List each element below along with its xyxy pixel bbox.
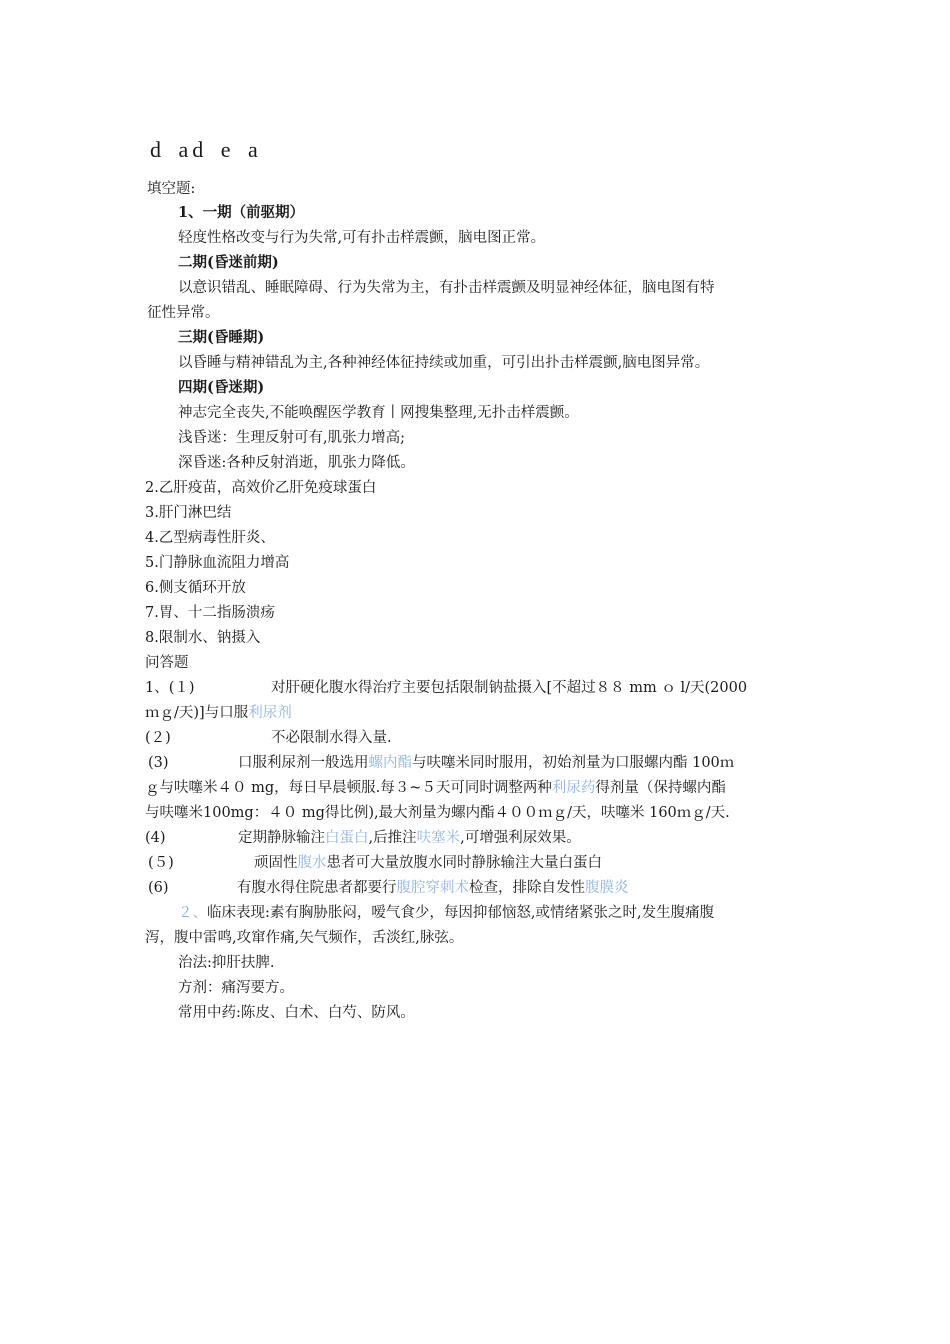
qa-point-2-text: 不必限制水得入量. — [271, 730, 392, 746]
qa-point-6-text: 有腹水得住院患者都要行 — [237, 880, 397, 896]
stage3-text: 以昏睡与精神错乱为主,各种神经体征持续或加重，可引出扑击样震颤,脑电图异常。 — [178, 355, 710, 371]
qa-point-1-number: 1、(１) — [145, 680, 195, 696]
qa-point-5-text-cont: 患者可大量放腹水同时静脉输注大量白蛋白 — [326, 855, 602, 871]
qa-point-3-number: (3) — [148, 755, 169, 771]
stage2-text-line1: 以意识错乱、睡眠障碍、行为失常为主，有扑击样震颤及明显神经体征，脑电图有特 — [178, 280, 715, 296]
stage4-title: 四期(昏迷期) — [178, 379, 265, 396]
qa-point-4-text-end: ,可增强利尿效果。 — [460, 830, 581, 846]
paracentesis-link[interactable]: 腹腔穿刺术 — [396, 880, 469, 896]
fill-item-2: 2.乙肝疫苗，高效价乙肝免疫球蛋白 — [145, 480, 377, 496]
fill-item-8: 8.限制水、钠摄入 — [145, 630, 261, 646]
furosemide-link[interactable]: 呋塞米 — [416, 830, 461, 846]
prescription: 方剂：痛泻要方。 — [178, 980, 294, 996]
qa-question-2-line2: 泻，腹中雷鸣,攻窜作痛,矢气频作，舌淡红,脉弦。 — [145, 930, 464, 946]
spironolactone-link[interactable]: 螺内酯 — [368, 755, 412, 771]
qa-question-2-line1 — [178, 903, 714, 923]
treatment-method: 治法:抑肝扶脾. — [178, 955, 275, 971]
qa-point-6-number: (6) — [148, 880, 169, 896]
stage1-title: 1、一期（前驱期） — [178, 204, 305, 221]
qa-question-2-text: 临床表现:素有胸胁胀闷，嗳气食少，每因抑郁恼怒,或情绪紧张之时,发生腹痛腹 — [207, 905, 715, 921]
qa-question-2-number: ２、 — [178, 905, 207, 921]
fill-item-5: 5.门静脉血流阻力增高 — [145, 555, 290, 571]
qa-point-3-text: 口服利尿剂一般选用 — [238, 755, 369, 771]
fill-item-7: 7.胃、十二指肠溃疡 — [145, 605, 275, 621]
qa-point-1-line2 — [145, 703, 292, 723]
stage2-text-line2: 征性异常。 — [147, 305, 220, 321]
diuretic-link[interactable]: 利尿剂 — [248, 705, 292, 721]
qa-point-5-text: 顽固性 — [254, 855, 298, 871]
ascites-link[interactable]: 腹水 — [297, 855, 327, 871]
stage1-text: 轻度性格改变与行为失常,可有扑击样震颤，脑电图正常。 — [178, 230, 546, 246]
qa-point-5-number: (５) — [148, 855, 174, 871]
qa-point-4-text: 定期静脉输注 — [238, 830, 325, 846]
qa-point-3-line2-cont: 得剂量（保持螺内酯 — [595, 780, 726, 796]
albumin-link[interactable]: 白蛋白 — [325, 830, 369, 846]
qa-point-3-line1 — [148, 753, 734, 773]
diuretic-drug-link[interactable]: 利尿药 — [551, 780, 596, 796]
stage4-text: 神志完全丧失,不能唤醒医学教育丨网搜集整理,无扑击样震颤。 — [178, 405, 579, 421]
common-herbs: 常用中药:陈皮、白术、白芍、防风。 — [178, 1005, 415, 1021]
fill-item-4: 4.乙型病毒性肝炎、 — [145, 530, 275, 546]
qa-section-title: 问答题 — [145, 655, 189, 671]
qa-point-4-number: (4) — [145, 830, 166, 846]
qa-point-4-text-mid: ,后推注 — [368, 830, 417, 846]
qa-point-3-line2 — [145, 778, 726, 798]
qa-point-1-line1 — [145, 678, 747, 698]
fill-item-6: 6.侧支循环开放 — [145, 580, 246, 596]
qa-point-6 — [148, 878, 629, 898]
qa-point-2-number: (２) — [145, 730, 171, 746]
fill-item-3: 3.肝门淋巴结 — [145, 505, 232, 521]
qa-point-3-line3: 与呋噻米100mg：４０ mg得比例),最大剂量为螺内酯４００ｍｇ/天，呋噻米 160ｍｇ/天. — [145, 805, 730, 821]
stage3-title: 三期(昏睡期) — [178, 329, 265, 346]
qa-point-3-line2-text: ｇ与呋噻米４０ mg，每日早晨顿服.每３~５天可同时调整两种 — [145, 780, 552, 796]
qa-point-6-text-cont: 检查，排除自发性 — [469, 880, 585, 896]
stage2-title: 二期(昏迷前期) — [178, 254, 279, 271]
doc-heading: d ad e a — [150, 137, 262, 162]
peritonitis-link[interactable]: 腹膜炎 — [585, 880, 629, 896]
deep-coma-text: 深昏迷:各种反射消逝，肌张力降低。 — [178, 455, 415, 471]
qa-point-1-text: 对肝硬化腹水得治疗主要包括限制钠盐摄入[不超过８８ mm ｏ l/天(2000 — [271, 680, 748, 696]
qa-point-5 — [148, 853, 602, 873]
qa-point-3-text-cont: 与呋噻米同时服用，初始剂量为口服螺内酯 100ｍ — [412, 755, 735, 771]
fill-section-title: 填空题: — [147, 181, 196, 197]
qa-point-4 — [145, 828, 581, 848]
qa-point-2 — [145, 728, 392, 748]
qa-point-1-text-cont: ｍｇ/天)]与口服 — [145, 705, 249, 721]
shallow-coma-text: 浅昏迷：生理反射可有,肌张力增高; — [178, 430, 405, 446]
